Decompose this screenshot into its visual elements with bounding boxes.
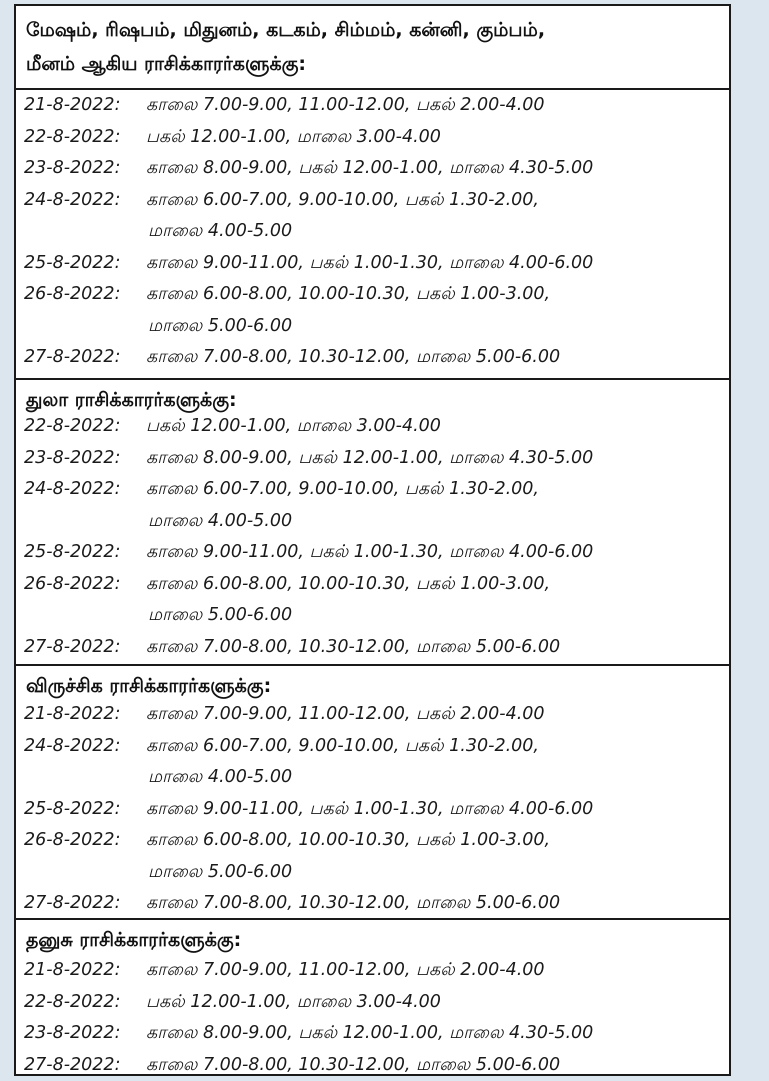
row-times: பகல் 12.00-1.00, மாலை 3.00-4.00 [146,416,441,436]
row-times: காலை 6.00-7.00, 9.00-10.00, பகல் 1.30-2.00, [146,735,539,756]
schedule-row [24,342,560,373]
row-times: காலை 9.00-11.00, பகல் 1.00-1.30, மாலை 4.00-6.00 [146,798,594,819]
row-times: பகல் 12.00-1.00, மாலை 3.00-4.00 [146,991,441,1012]
schedule-row [24,443,593,474]
schedule-row-continuation [148,311,292,342]
row-times: காலை 6.00-8.00, 10.00-10.30, பகல் 1.00-3.00, [146,573,551,594]
schedule-row [24,90,545,121]
rasi-section [16,918,729,1075]
section-heading: மீனம் ஆகிய ராசிக்காரர்களுக்கு: [26,53,306,75]
row-times: காலை 7.00-8.00, 10.30-12.00, மாலை 5.00-6.00 [146,347,561,367]
row-date: 22-8-2022: [24,416,121,436]
row-date: 27-8-2022: [24,636,121,657]
row-times: காலை 6.00-8.00, 10.00-10.30, பகல் 1.00-3.00, [146,284,551,304]
schedule-row [24,474,539,505]
schedule-row [24,537,593,568]
schedule-row [24,731,539,762]
row-date: 27-8-2022: [24,893,121,913]
schedule-row-continuation [148,762,292,793]
row-times: காலை 7.00-9.00, 11.00-12.00, பகல் 2.00-4.00 [146,95,545,115]
row-date: 27-8-2022: [24,347,121,367]
schedule-row [24,411,441,442]
row-times: மாலை 4.00-5.00 [148,767,293,787]
row-times: காலை 6.00-8.00, 10.00-10.30, பகல் 1.00-3.00, [146,830,551,850]
row-times: காலை 7.00-8.00, 10.30-12.00, மாலை 5.00-6.00 [146,1054,561,1075]
schedule-row-continuation [148,506,292,537]
row-date: 25-8-2022: [24,542,121,562]
row-times: மாலை 4.00-5.00 [148,221,293,241]
row-times: காலை 9.00-11.00, பகல் 1.00-1.30, மாலை 4.00-6.00 [146,252,594,273]
row-date: 21-8-2022: [24,960,121,980]
schedule-row [24,122,441,153]
schedule-row [24,825,550,856]
schedule-row [24,153,593,184]
schedule-row-continuation [148,857,292,888]
schedule-row [24,632,560,663]
schedule-row [24,185,539,216]
row-times: மாலை 4.00-5.00 [148,510,293,531]
row-times: காலை 7.00-9.00, 11.00-12.00, பகல் 2.00-4.00 [146,704,545,724]
row-times: காலை 7.00-8.00, 10.30-12.00, மாலை 5.00-6.00 [146,636,561,657]
row-date: 22-8-2022: [24,991,121,1012]
section-heading: துலா ராசிக்காரர்களுக்கு: [26,389,237,411]
schedule-row-continuation [148,216,292,247]
row-date: 24-8-2022: [24,189,121,210]
section-heading: மேஷம், ரிஷபம், மிதுனம், கடகம், சிம்மம், கன்னி, கும்பம், [26,19,546,41]
schedule-row [24,987,441,1018]
schedule-row [24,569,550,600]
row-times: காலை 8.00-9.00, பகல் 12.00-1.00, மாலை 4.30-5.00 [146,447,594,468]
row-times: பகல் 12.00-1.00, மாலை 3.00-4.00 [146,126,441,147]
row-date: 23-8-2022: [24,158,121,178]
row-date: 26-8-2022: [24,284,121,304]
row-date: 22-8-2022: [24,126,121,147]
row-times: காலை 8.00-9.00, பகல் 12.00-1.00, மாலை 4.30-5.00 [146,1023,594,1043]
schedule-row [24,888,560,919]
schedule-row [24,955,545,986]
row-times: மாலை 5.00-6.00 [148,315,293,336]
row-times: காலை 7.00-8.00, 10.30-12.00, மாலை 5.00-6.00 [146,893,561,913]
row-times: மாலை 5.00-6.00 [148,605,293,625]
section-heading: விருச்சிக ராசிக்காரர்களுக்கு: [26,675,272,697]
row-date: 21-8-2022: [24,704,121,724]
schedule-row [24,1018,593,1049]
row-times: காலை 9.00-11.00, பகல் 1.00-1.30, மாலை 4.00-6.00 [146,542,594,562]
row-times: மாலை 5.00-6.00 [148,861,293,882]
schedule-row [24,248,593,279]
rasi-section [16,378,729,657]
row-date: 25-8-2022: [24,252,121,273]
row-date: 24-8-2022: [24,735,121,756]
schedule-row [24,699,545,730]
row-times: காலை 6.00-7.00, 9.00-10.00, பகல் 1.30-2.00, [146,479,539,499]
schedule-row [24,794,593,825]
row-date: 26-8-2022: [24,573,121,594]
row-times: காலை 6.00-7.00, 9.00-10.00, பகல் 1.30-2.00, [146,189,539,210]
row-date: 24-8-2022: [24,479,121,499]
rasi-section [16,664,729,913]
section-heading: தனுசு ராசிக்காரர்களுக்கு: [26,929,242,951]
schedule-row [24,1050,560,1081]
row-date: 27-8-2022: [24,1054,121,1075]
schedule-document [14,4,731,1076]
row-times: காலை 8.00-9.00, பகல் 12.00-1.00, மாலை 4.30-5.00 [146,158,594,178]
row-date: 26-8-2022: [24,830,121,850]
schedule-row [24,279,550,310]
row-date: 23-8-2022: [24,1023,121,1043]
row-date: 23-8-2022: [24,447,121,468]
row-times: காலை 7.00-9.00, 11.00-12.00, பகல் 2.00-4.00 [146,960,545,980]
row-date: 25-8-2022: [24,798,121,819]
row-date: 21-8-2022: [24,95,121,115]
schedule-row-continuation [148,600,292,631]
